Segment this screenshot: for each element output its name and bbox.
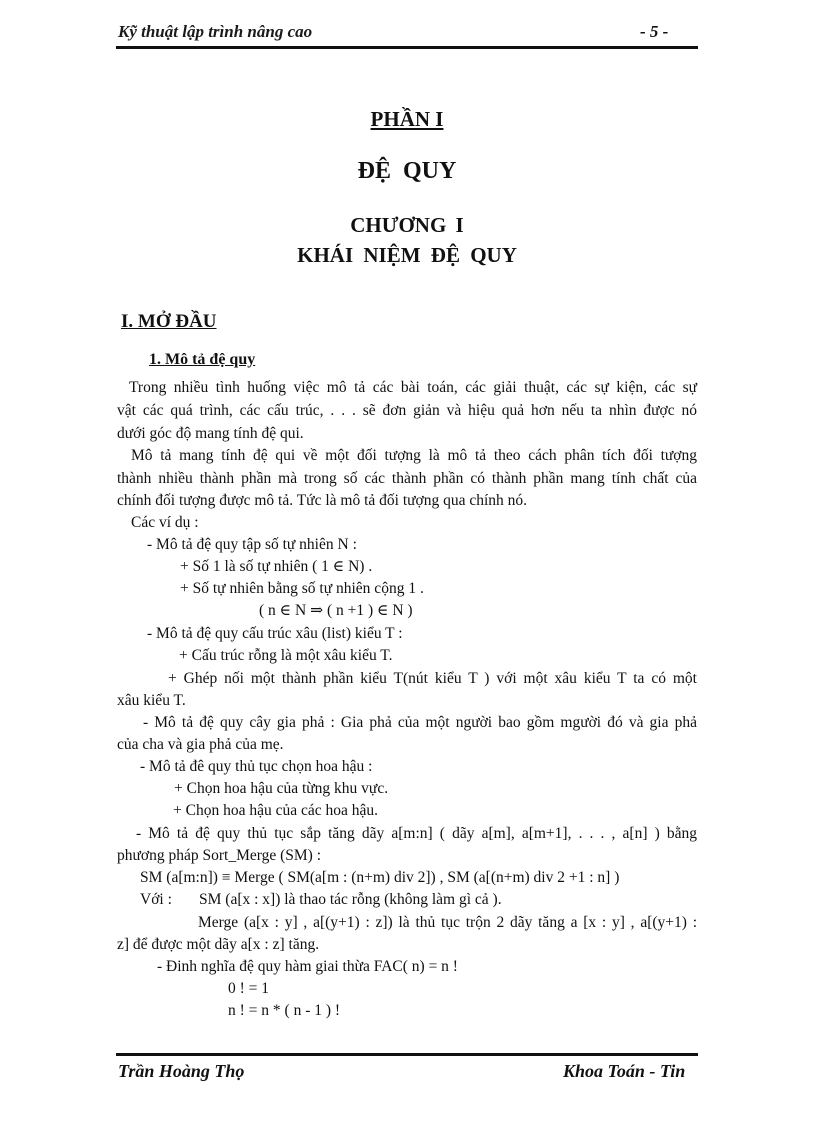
body-line: Với : [140,891,172,908]
header-page-number: - 5 - [640,22,669,41]
body-line: z] để được một dãy a[x : z] tăng. [117,936,320,953]
body-line: dưới góc độ mang tính đệ qui. [117,425,304,442]
body-line: + Số tự nhiên bằng số tự nhiên cộng 1 . [180,580,424,597]
body-line: SM (a[m:n]) ≡ Merge ( SM(a[m : (n+m) div 2]) , SM (a[(n+m) div 2 +1 : n] ) [140,869,620,886]
body-line: + Ghép nối một thành phần kiểu T(nút kiểu T ) với một xâu kiểu T ta có một [168,670,697,687]
body-line: vật các quá trình, các cấu trúc, . . . sẽ đơn giản và hiệu quả hơn nếu ta nhìn được nó [117,402,697,419]
body-line: ( n ∈ N ⇒ ( n +1 ) ∈ N ) [259,602,413,619]
body-line: + Cấu trúc rỗng là một xâu kiểu T. [179,647,393,664]
body-line: + Số 1 là số tự nhiên ( 1 ∈ N) . [180,558,373,575]
body-line: Mô tả mang tính đệ qui về một đối tượng là mô tả theo cách phân tích đối tượng [131,447,697,464]
body-line: - Mô tả đê quy thủ tục chọn hoa hậu : [140,758,373,775]
body-line: - Mô tả đệ quy cây gia phả : Gia phả của một người bao gồm mgười đó và gia phả [143,714,697,731]
chapter-heading: CHƯƠNG I [350,213,464,237]
part-heading: PHẦN I [370,107,444,131]
chapter-title: KHÁI NIỆM ĐỆ QUY [297,243,517,267]
header-rule [116,46,698,49]
header-title: Kỹ thuật lập trình nâng cao [118,22,313,41]
body-line: - Mô tả đệ quy cấu trúc xâu (list) kiểu T : [147,625,403,642]
body-line: n ! = n * ( n - 1 ) ! [228,1002,341,1019]
section-heading: I. MỞ ĐẦU [121,311,217,332]
body-line: thành nhiều thành phần mà trong số các thành phần có thành phần mang tính chất của [117,470,697,487]
body-line: + Chọn hoa hậu của các hoa hậu. [173,802,378,819]
body-line: - Ðinh nghĩa đệ quy hàm giai thừa FAC( n) = n ! [157,958,458,975]
body-line: Merge (a[x : y] , a[(y+1) : z]) là thủ tục trộn 2 dãy tăng a [x : y] , a[(y+1) : [198,914,697,931]
footer-author: Trần Hoàng Thọ [118,1061,245,1081]
subsection-heading: 1. Mô tả đệ quy [149,351,256,368]
body-line: SM (a[x : x]) là thao tác rỗng (không làm gì cả ). [199,891,502,908]
body-line: - Mô tả đệ quy thủ tục sắp tăng dãy a[m:n] ( dãy a[m], a[m+1], . . . , a[n] ) bằng [136,825,697,842]
footer-rule [116,1053,698,1056]
body-line: Các ví dụ : [131,514,199,531]
body-line: - Mô tả đệ quy tập số tự nhiên N : [147,536,357,553]
body-line: phương pháp Sort_Merge (SM) : [117,847,322,864]
body-line: Trong nhiều tình huống việc mô tả các bài toán, các giải thuật, các sự kiện, các sự [129,379,697,396]
body-line: chính đối tượng được mô tả. Tức là mô tả đối tượng qua chính nó. [117,492,528,509]
topic-heading: ĐỆ QUY [357,158,457,184]
body-line: của cha và gia phả của mẹ. [117,736,284,753]
body-line: 0 ! = 1 [228,980,270,997]
footer-faculty: Khoa Toán - Tin [563,1061,686,1081]
body-line: + Chọn hoa hậu của từng khu vực. [174,780,389,797]
body-line: xâu kiểu T. [117,692,186,709]
